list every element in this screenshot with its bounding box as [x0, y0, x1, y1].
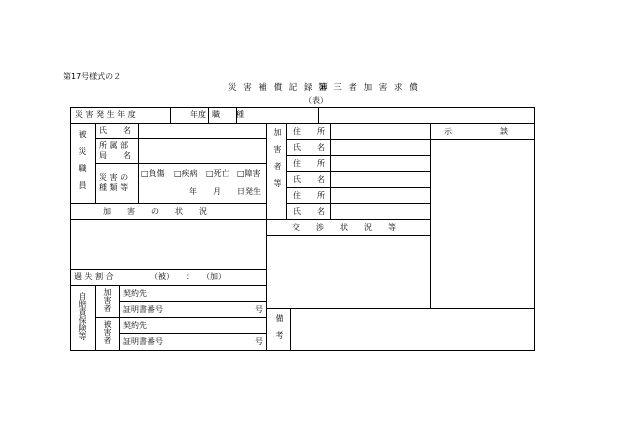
aggressor-address-label-2: 住 所: [293, 159, 325, 168]
victim-contract-label: 契約先: [123, 321, 147, 330]
aggressor-cert-label: 証明書番号: [123, 305, 163, 314]
disaster-type-label-1: 災 害 の: [99, 173, 129, 182]
insurance-group-label: 自賠責保険等: [78, 292, 87, 340]
department-label-2: 局 名: [99, 151, 131, 160]
fault-ratio-label: 過 失 割 合: [74, 272, 114, 281]
year-unit: 年度: [190, 110, 206, 119]
side-indicator: （表）: [304, 96, 328, 105]
negotiation-header: 交 渉 状 況 等: [292, 223, 396, 232]
aggressor-cert-suffix: 号: [255, 305, 263, 314]
disaster-type-label-2: 種 類 等: [99, 183, 129, 192]
document-title: 災 害 補 償 記 録 簿: [228, 83, 330, 93]
option-illness[interactable]: □疾病: [174, 169, 198, 178]
aggressor-address-label-3: 住 所: [293, 191, 325, 200]
fault-ratio-value: （被） ： （加）: [150, 272, 226, 281]
disaster-year-label: 災 害 発 生 年 度: [75, 110, 136, 119]
victim-group-label: 被災職員: [78, 130, 87, 198]
harm-status-header: 加 害 の 状 況: [103, 207, 207, 216]
aggressor-contract-label: 契約先: [123, 289, 147, 298]
insurance-aggressor-label: 加害者: [103, 288, 112, 312]
aggressor-address-label-1: 住 所: [293, 127, 325, 136]
occurrence-date-label: 年 月 日発生: [189, 187, 261, 196]
aggressor-name-label-2: 氏 名: [293, 175, 325, 184]
insurance-victim-label: 被害者: [103, 320, 112, 344]
document-title-sub: 第 三 者 加 害 求 償: [318, 83, 420, 93]
victim-cert-label: 証明書番号: [123, 337, 163, 346]
option-disability[interactable]: □障害: [237, 169, 261, 178]
option-injury[interactable]: □負傷: [141, 169, 165, 178]
option-death[interactable]: □死亡: [206, 169, 230, 178]
victim-cert-suffix: 号: [255, 337, 263, 346]
settlement-header: 示 談: [444, 127, 508, 136]
aggressor-group-label: 加害者等: [273, 128, 282, 196]
job-type-label: 職 種: [212, 110, 244, 119]
department-label-1: 所 属 部: [99, 141, 129, 150]
form-number: 第17号様式の２: [63, 72, 122, 81]
victim-name-label: 氏 名: [99, 126, 131, 135]
remarks-label: 備考: [275, 314, 284, 348]
aggressor-name-label-1: 氏 名: [293, 143, 325, 152]
aggressor-name-label-3: 氏 名: [293, 207, 325, 216]
